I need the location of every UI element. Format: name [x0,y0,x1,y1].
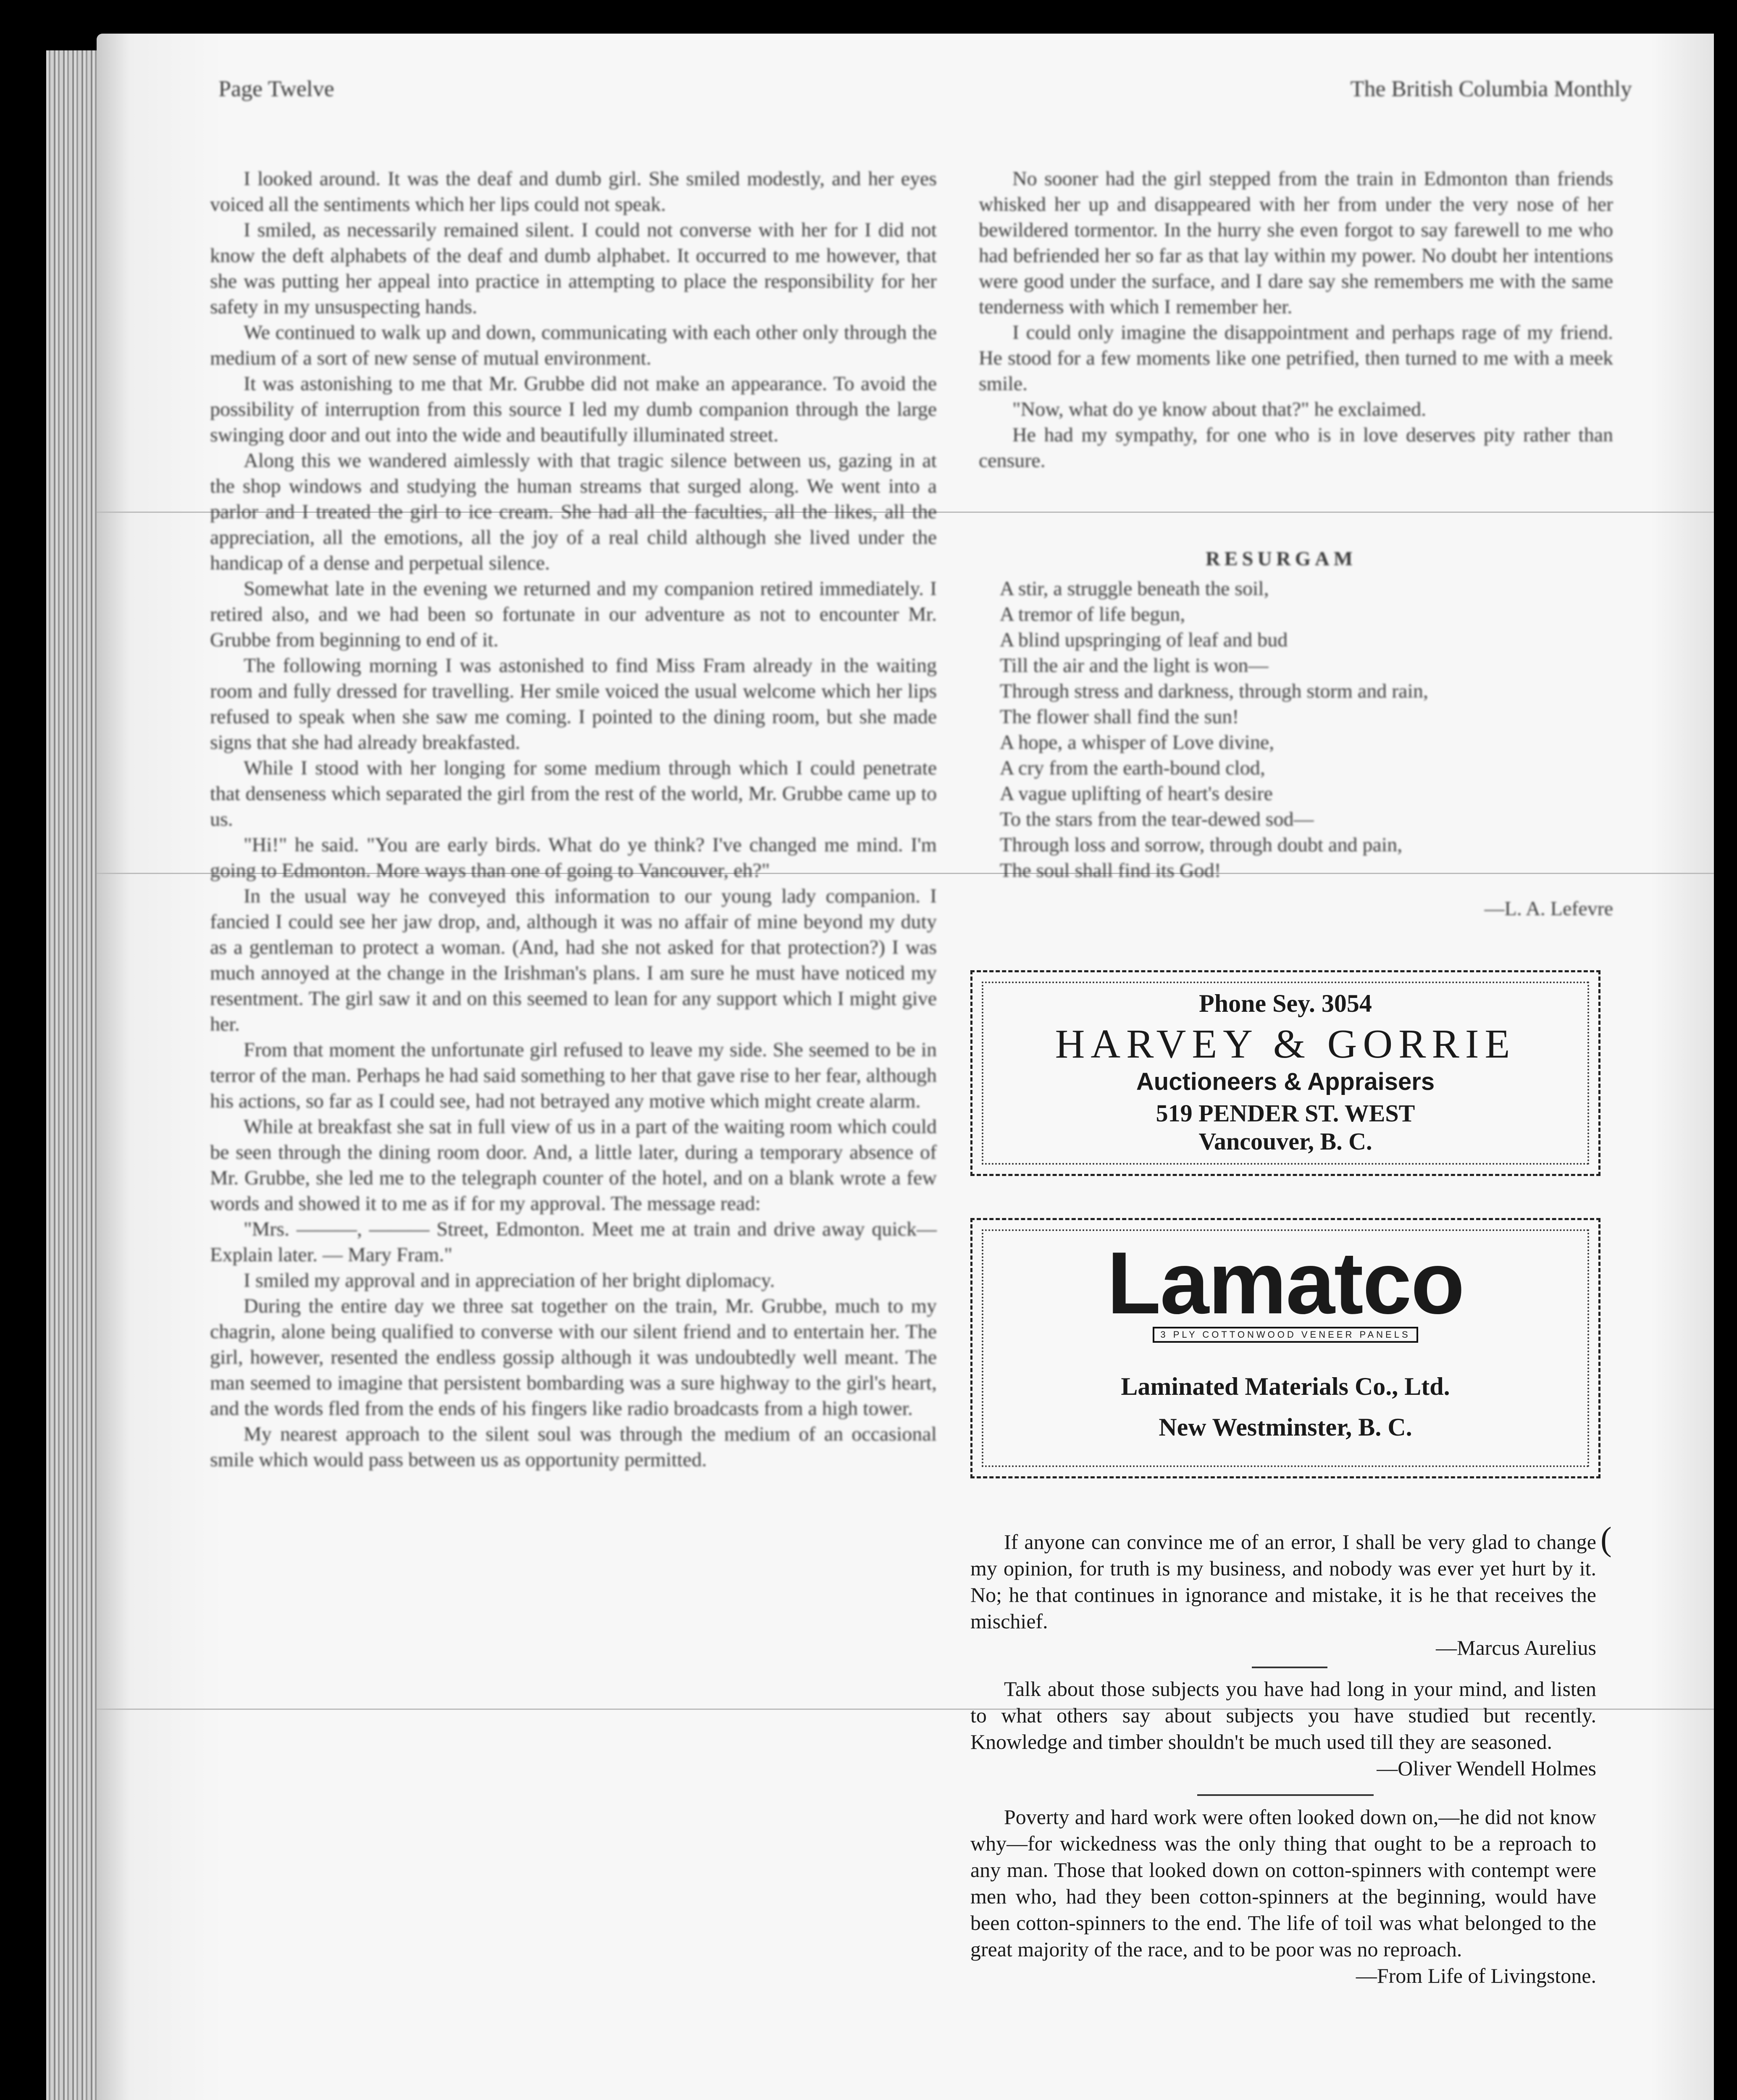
poem-line: To the stars from the tear-dewed sod— [1000,808,1314,830]
quote-attribution: —Oliver Wendell Holmes [1377,1756,1596,1780]
harvey-gorrie-advertisement [970,970,1600,1176]
poem-line: Till the air and the light is won— [1000,654,1269,677]
divider-rule [1197,1794,1374,1796]
poem-line: Through loss and sorrow, through doubt and pain, [1000,834,1403,856]
ad-inner-border [982,1229,1589,1467]
paragraph: It was astonishing to me that Mr. Grubbe did not make an appearance. To avoid the possibility of interruption from this source I led my dumb companion through the large swinging door and out into the wide and beautifully illuminated street. [210,373,937,446]
paragraph: From that moment the unfortunate girl refused to leave my side. She seemed to be in terror of the man. Perhaps he had said something to her that gave rise to her fear, although his actions, so far as I could see, had not betrayed any motive which might create alarm. [210,1039,937,1112]
quote-aurelius [970,1529,1596,1661]
poem-line: The soul shall find its God! [1000,859,1221,882]
running-head-right: The British Columbia Monthly [1350,76,1632,101]
paragraph: "Hi!" he said. "You are early birds. What do ye think? I've changed me mind. I'm going to Edmonton. More ways than one of going to Vancouver, eh?" [210,834,937,882]
quote-text: Poverty and hard work were often looked down on,—he did not know why—for wickedness was the only thing that ought to be a reproach to any man. Those that looked down on cotton-spinners with contempt were men who, had they been cotton-spinners at the beginning, would have been cotton-spinners to the end. The life of toil was what belonged to the great majority of the race, and to be poor was no reproach. [970,1805,1596,1961]
poem-line: A cry from the earth-bound clod, [1000,757,1265,779]
paragraph: During the entire day we three sat together on the train, Mr. Grubbe, much to my chagrin, alone being qualified to converse with our silent friend and to entertain her. The girl, however, resented the endless gossip although it was undoubtedly well meant. The man seemed to imagine that persistent bombarding was a sure highway to the girl's heart, and the words fled from the ends of his fingers like radio broadcasts from a high tower. [210,1295,937,1420]
poem-line: A blind upspringing of leaf and bud [1000,629,1288,651]
quote-attribution: —Marcus Aurelius [1436,1636,1596,1659]
poem-line: A tremor of life begun, [1000,603,1185,625]
paragraph: The following morning I was astonished to find Miss Fram already in the waiting room and fully dressed for travelling. Her smile voiced the usual welcome which her lips refused to speak when she saw me coming. I pointed to the dining room, but she made signs that she had already breakfasted. [210,654,937,753]
poem-author: —L. A. Lefevre [1484,898,1613,920]
quote-text: If anyone can convince me of an error, I shall be very glad to change my opinion, for truth is my business, and nobody was ever yet hurt by it. No; he that continues in ignorance and mistake, it is he that receives the mischief. [970,1530,1596,1633]
paragraph: While I stood with her longing for some medium through which I could penetrate that denseness which separated the girl from the rest of the world, Mr. Grubbe came up to us. [210,757,937,830]
quote-attribution: —From Life of Livingstone. [1356,1964,1596,1987]
ad-firm-name: HARVEY & GORRIE [1055,1021,1516,1067]
ad-company: Laminated Materials Co., Ltd. [1121,1373,1450,1400]
poem-line: A hope, a whisper of Love divine, [1000,731,1275,753]
poem-line: The flower shall find the sun! [1000,706,1239,728]
divider-rule [1252,1667,1327,1668]
paragraph: "Mrs. ———, ——— Street, Edmonton. Meet me at train and drive away quick—Explain later. — Mary Fram." [210,1218,937,1266]
paragraph: While at breakfast she sat in full view of us in a part of the waiting room which could be seen through the dining room door. And, a little later, during a temporary absence of Mr. Grubbe, she led me to the telegraph counter of the hotel, and on a blank wrote a few words and showed it to me as if for my approval. The message read: [210,1116,937,1215]
paragraph: In the usual way he conveyed this information to our young lady companion. I fancied I could see her jaw drop, and, although it was no affair of mine beyond my duty as a gentleman to protect a woman. (And, had she not asked for that protection?) I was much annoyed at the change in the Irishman's plans. I am sure he must have noticed my resentment. The girl saw it and on this seemed to lean for any support which I might give her. [210,885,937,1035]
paragraph: I smiled my approval and in appreciation of her bright diplomacy. [244,1269,775,1292]
paragraph: Somewhat late in the evening we returned and my companion retired immediately. I retired also, and we had been so fortunate in our adventure as not to encounter Mr. Grubbe from beginning to end of it. [210,578,937,651]
poem-line: Through stress and darkness, through storm and rain, [1000,680,1428,702]
poem-line: A stir, a struggle beneath the soil, [1000,578,1269,600]
scan-bracket-mark: ( [1600,1521,1612,1558]
paragraph: "Now, what do ye know about that?" he exclaimed. [1012,398,1427,420]
quote-text: Talk about those subjects you have had long in your mind, and listen to what others say about subjects you have studied but recently. Knowledge and timber shouldn't be much used till they are seasoned. [970,1677,1596,1754]
lamatco-advertisement [970,1218,1600,1478]
poem-line: A vague uplifting of heart's desire [1000,782,1273,805]
paragraph: We continued to walk up and down, communicating with each other only through the medium of a sort of new sense of mutual environment. [210,321,937,369]
lamatco-logo: Lamatco [1107,1234,1464,1332]
ad-phone: Phone Sey. 3054 [1199,990,1372,1017]
quote-livingstone [970,1804,1596,1989]
ad-address: 519 PENDER ST. WEST [1156,1100,1415,1127]
lamatco-logo-tagline: 3 PLY COTTONWOOD VENEER PANELS [1153,1327,1418,1343]
ad-inner-border [982,982,1589,1165]
paragraph: Along this we wandered aimlessly with that tragic silence between us, gazing in at the shop windows and studying the human streams that surged along. We went into a parlor and I treated the girl to ice cream. She had all the faculties, all the likes, all the appreciation, all the emotions, all the joy of a real child although she lived under the handicap of a dense and perpetual silence. [210,449,937,574]
paragraph: I could only imagine the disappointment and perhaps rage of my friend. He stood for a few moments like one petrified, then turned to me with a meek smile. [979,321,1613,395]
poem-title: RESURGAM [1205,548,1357,570]
paragraph: I smiled, as necessarily remained silent. I could not converse with her for I did not know the deft alphabets of the deaf and dumb alphabet. It occurred to me however, that she was putting her appeal into practice in attempting to place the responsibility for her safety in my unsuspecting hands. [210,219,937,318]
paragraph: I looked around. It was the deaf and dumb girl. She smiled modestly, and her eyes voiced all the sentiments which her lips could not speak. [210,168,937,215]
poem [1000,546,1613,921]
paragraph: My nearest approach to the silent soul was through the medium of an occasional smile which would pass between us as opportunity permitted. [210,1423,937,1471]
ad-city: Vancouver, B. C. [1198,1128,1372,1155]
ad-trade: Auctioneers & Appraisers [1136,1068,1435,1095]
running-head-left: Page Twelve [218,76,334,101]
article-right-column [979,166,1613,473]
article-left-column [210,166,937,1473]
quote-holmes [970,1676,1596,1782]
ad-city: New Westminster, B. C. [1159,1413,1412,1441]
paragraph: No sooner had the girl stepped from the train in Edmonton than friends whisked her up and disappeared with her from under the very nose of her bewildered tormentor. In the hurry she even forgot to say farewell to me who had befriended her so far as that lay within my power. No doubt her intentions were good under the surface, and I dare say she remembers me with the same tenderness with which I remember her. [979,168,1613,318]
paragraph: He had my sympathy, for one who is in love deserves pity rather than censure. [979,424,1613,472]
